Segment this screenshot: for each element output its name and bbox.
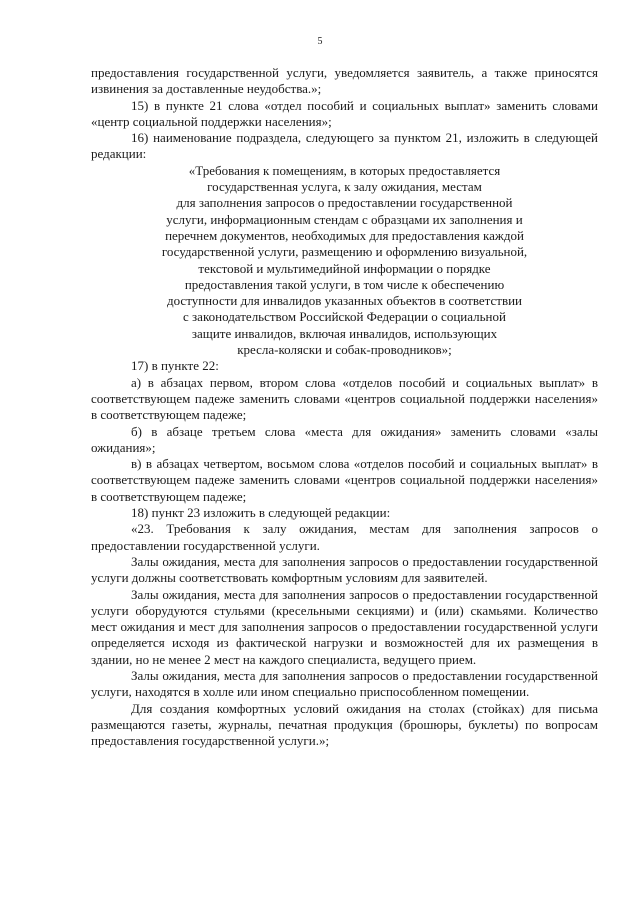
heading-line: с законодательством Российской Федерации о социальной — [183, 309, 506, 325]
heading-line: для заполнения запросов о предоставлении государственной — [176, 195, 513, 211]
paragraph-continuation: предоставления государственной услуги, уведомляется заявитель, а также приносятся извинения за доставленные неудобства.»; — [91, 65, 598, 97]
paragraph-comfort: Для создания комфортных условий ожидания на столах (стойках) для письма размещаются газеты, журналы, печатная продукция (брошюры, буклеты) по вопросам предоставления государственной услуги.»; — [91, 700, 598, 749]
subsection-heading — [91, 163, 598, 359]
heading-line: кресла-коляски и собак-проводников»; — [237, 342, 452, 358]
heading-line: перечнем документов, необходимых для предоставления каждой — [165, 227, 524, 243]
page-number: 5 — [317, 36, 323, 47]
paragraph-seating: Залы ожидания, места для заполнения запросов о предоставлении государственной услуги оборудуются стульями (кресельными секциями) и (или) скамьями. Количество мест ожидания и мест для заполнения запросов о предоставлении государственной услуги определяется исходя из фактической нагрузки и возможностей для их размещения в здании, но не менее 2 мест на каждого специалиста, ведущего прием. — [91, 586, 598, 667]
heading-line: предоставления такой услуги, в том числе к обеспечению — [184, 276, 505, 292]
heading-line: услуги, информационным стендам с образцами их заполнения и — [166, 211, 523, 227]
paragraph-item-17: 17) в пункте 22: — [131, 358, 219, 374]
paragraph-location: Залы ожидания, места для заполнения запросов о предоставлении государственной услуги, находятся в холле или ином специально приспособленном помещении. — [91, 667, 598, 700]
paragraph-subitem-v: в) в абзацах четвертом, восьмом слова «отделов пособий и социальных выплат» в соответствующем падеже заменить словами «центров социальной поддержки населения» в соответствующем падеже; — [91, 456, 598, 504]
paragraph-item-16: 16) наименование подраздела, следующего за пунктом 21, изложить в следующей редакции: — [91, 130, 598, 162]
heading-line: государственная услуга, к залу ожидания, местам — [207, 179, 482, 195]
heading-line: «Требования к помещениям, в которых предоставляется — [188, 162, 501, 178]
paragraph-waiting-requirements: Залы ожидания, места для заполнения запросов о предоставлении государственной услуги должны соответствовать комфортным условиям для заявителей. — [91, 553, 598, 586]
paragraph-subitem-b: б) в абзаце третьем слова «места для ожидания» заменить словами «залы ожидания»; — [91, 423, 598, 455]
heading-line: государственной услуги, размещению и оформлению визуальной, — [161, 244, 528, 260]
heading-line: защите инвалидов, включая инвалидов, использующих — [191, 325, 498, 341]
heading-line: доступности для инвалидов указанных объектов в соответствии — [166, 293, 523, 309]
paragraph-item-18: 18) пункт 23 изложить в следующей редакции: — [131, 505, 391, 521]
paragraph-clause-23: «23. Требования к залу ожидания, местам для заполнения запросов о предоставлении государственной услуги. — [91, 521, 598, 553]
document-body — [91, 65, 598, 749]
heading-line: текстовой и мультимедийной информации о порядке — [198, 260, 491, 276]
paragraph-subitem-a: а) в абзацах первом, втором слова «отделов пособий и социальных выплат» в соответствующем падеже заменить словами «центров социальной поддержки населения» в соответствующем падеже; — [91, 374, 598, 423]
paragraph-item-15: 15) в пункте 21 слова «отдел пособий и социальных выплат» заменить словами «центр социальной поддержки населения»; — [91, 97, 598, 129]
